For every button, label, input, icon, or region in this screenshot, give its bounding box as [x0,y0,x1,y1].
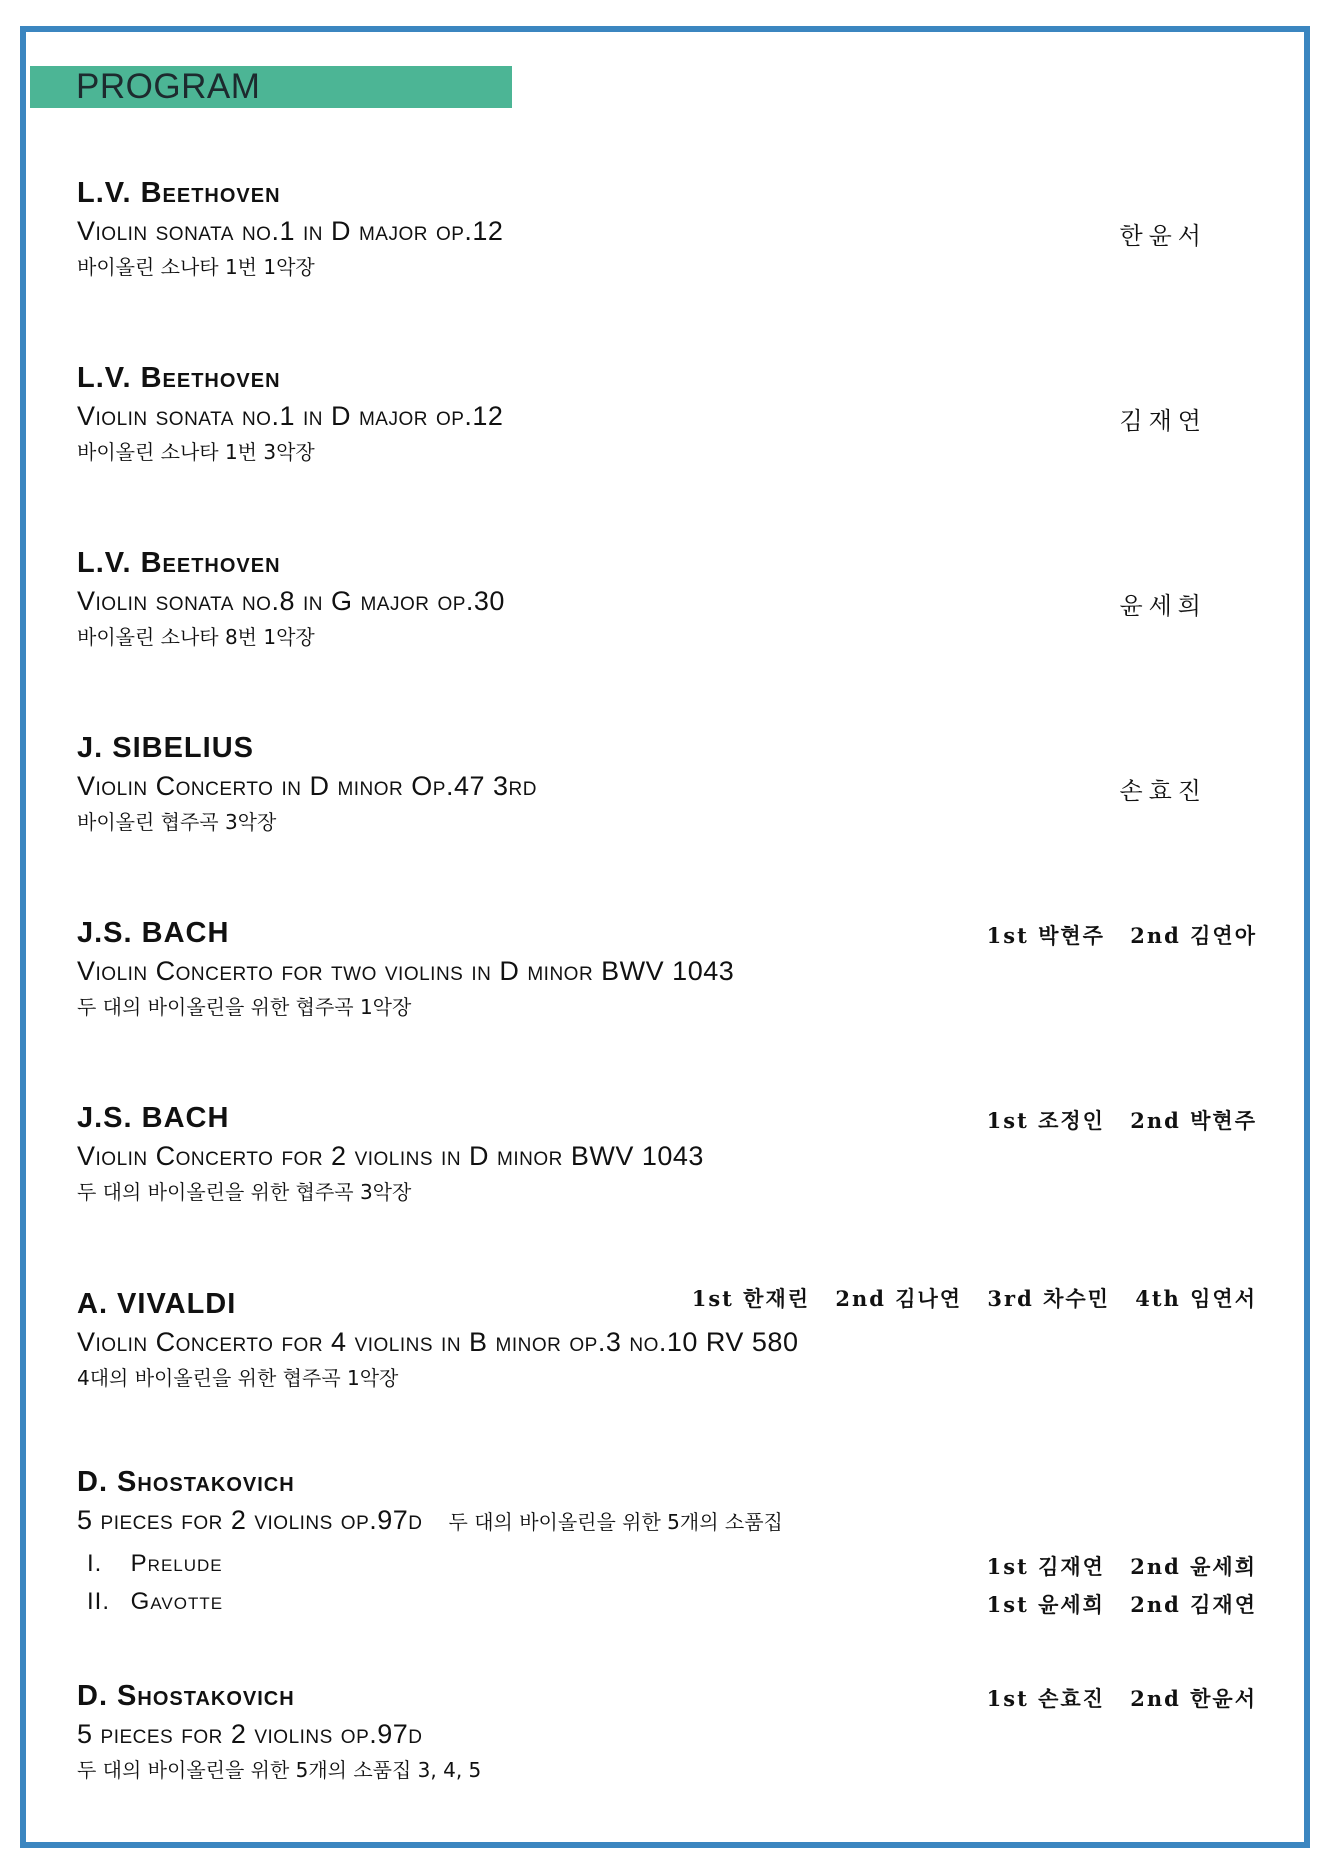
composer-name: L.V. Beethoven [77,547,281,579]
performer-2nd: 2nd 김연아 [1130,923,1257,948]
program-header [30,66,512,108]
performer-2nd: 2nd 김재연 [1130,1592,1257,1617]
work-korean-title: 바이올린 소나타 1번 3악장 [77,440,315,464]
performer-name: 한윤서 [1119,222,1207,250]
work-korean-title: 두 대의 바이올린을 위한 5개의 소품집 3, 4, 5 [77,1758,482,1782]
performer-2nd: 2nd 한윤서 [1130,1686,1257,1711]
work-title: 5 pieces for 2 violins op.97d [77,1719,423,1749]
program-piece [77,1465,1257,1621]
performer-2nd: 2nd 김나연 [835,1286,963,1311]
work-title: Violin sonata no.1 in D major op.12 [77,401,504,431]
performer-2nd: 2nd 윤세희 [1130,1554,1257,1579]
performer-1st: 1st 윤세희 [986,1592,1105,1617]
performer-name: 김재연 [1119,407,1207,435]
movement-number: II. [87,1588,111,1615]
work-title: Violin Concerto for 2 violins in D minor BWV 1043 [77,1141,704,1171]
performer-list [987,920,1257,950]
work-korean-title: 바이올린 소나타 1번 1악장 [77,255,315,279]
program-piece [77,1101,1257,1207]
program-piece [77,1679,1257,1785]
work-title-text: 5 pieces for 2 violins op.97d [77,1505,423,1535]
performer-1st: 1st 손효진 [986,1686,1105,1711]
program-title: PROGRAM [76,67,261,106]
performer-list [987,1551,1257,1581]
program-piece [77,916,1257,1022]
performer-1st: 1st 김재연 [986,1554,1105,1579]
movement-title: Gavotte [130,1588,224,1615]
movement-number: I. [87,1550,103,1577]
composer-name: D. Shostakovich [77,1466,295,1498]
work-title [77,1503,1257,1539]
work-korean-title: 바이올린 협주곡 3악장 [77,810,277,834]
performer-list [987,1105,1257,1135]
movement-title: Prelude [130,1550,223,1577]
performer-1st: 1st 조정인 [986,1108,1105,1133]
composer-name: A. VIVALDI [77,1288,237,1320]
work-title: Violin Concerto for two violins in D minor BWV 1043 [77,956,735,986]
work-title: Violin sonata no.8 in G major op.30 [77,586,505,616]
work-korean-title: 두 대의 바이올린을 위한 협주곡 3악장 [77,1180,412,1204]
performer-2nd: 2nd 박현주 [1130,1108,1257,1133]
composer-name: J.S. BACH [77,917,230,949]
work-korean-title: 두 대의 바이올린을 위한 협주곡 1악장 [77,995,412,1019]
work-title: Violin Concerto in D minor Op.47 3rd [77,771,537,801]
program-piece [77,546,1257,652]
program-piece [77,1287,1257,1393]
work-title: Violin Concerto for 4 violins in B minor op.3 no.10 RV 580 [77,1327,799,1357]
composer-name: J. SIBELIUS [77,732,254,764]
movement-item [77,1583,1257,1621]
program-piece [77,176,1257,282]
program-piece [77,731,1257,837]
performer-1st: 1st 한재린 [691,1286,811,1311]
program-piece [77,361,1257,467]
composer-name: L.V. Beethoven [77,177,281,209]
performer-3rd: 3rd 차수민 [987,1286,1110,1311]
composer-name: J.S. BACH [77,1102,230,1134]
performer-list [987,1589,1257,1619]
composer-name: L.V. Beethoven [77,362,281,394]
performer-list [692,1283,1257,1313]
work-korean-title: 4대의 바이올린을 위한 협주곡 1악장 [77,1366,399,1390]
movement-item [77,1545,1257,1583]
performer-1st: 1st 박현주 [986,923,1105,948]
performer-4th: 4th 임연서 [1135,1286,1257,1311]
work-korean-title: 바이올린 소나타 8번 1악장 [77,625,315,649]
performer-name: 손효진 [1119,777,1207,805]
work-title: Violin sonata no.1 in D major op.12 [77,216,504,246]
work-korean-title: 두 대의 바이올린을 위한 5개의 소품집 [448,1510,783,1534]
movement-list [77,1545,1257,1621]
composer-name: D. Shostakovich [77,1680,295,1712]
performer-name: 윤세희 [1119,592,1207,620]
performer-list [987,1683,1257,1713]
